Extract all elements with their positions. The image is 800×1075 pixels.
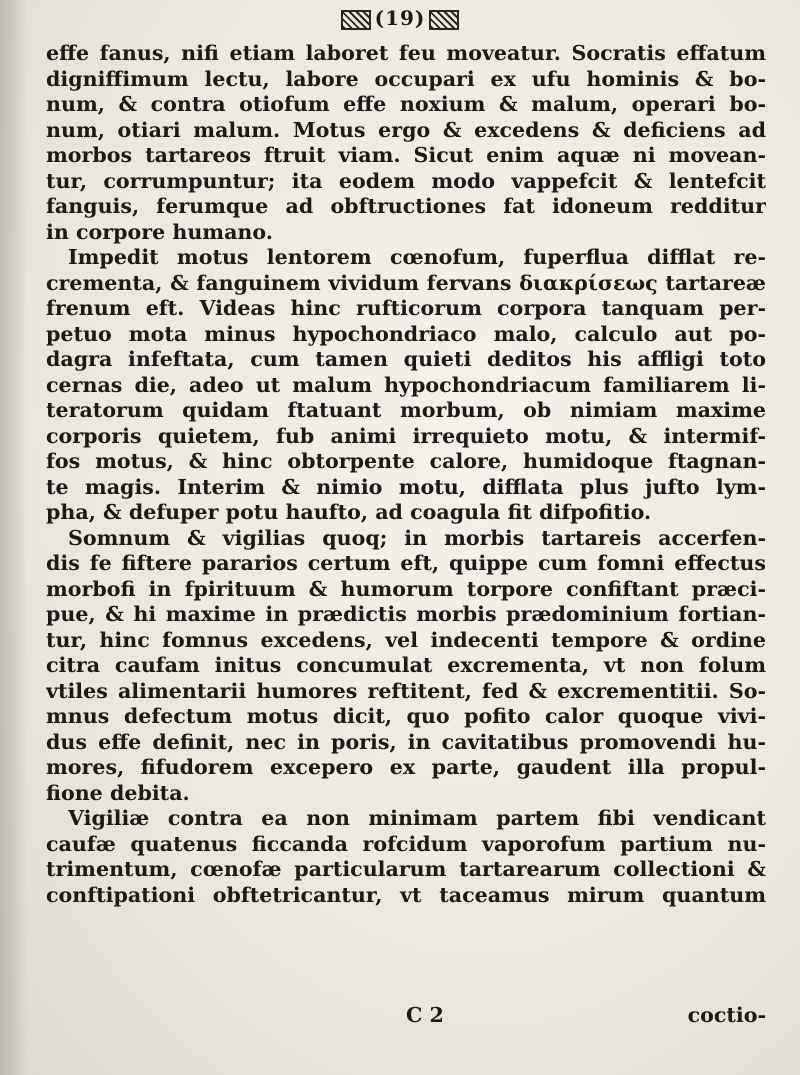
page-footer [46,1003,766,1029]
text-line: crementa, & fanguinem vividum fervans διακρίσεως tartareæ [46,270,766,295]
text-line: vtiles alimentarii humores reftitent, fed & excrementitii. So- [46,678,766,703]
body-text [46,41,766,908]
text-line: fione debita. [46,780,190,805]
binding-shadow [0,0,28,1075]
ornament-left-icon [341,10,371,30]
text-line: mores, fifudorem excepero ex parte, gaudent illa propul- [46,755,766,779]
text-line: dus effe definit, nec in poris, in cavitatibus promovendi hu- [46,729,766,754]
text-line: in corpore humano. [46,219,273,244]
text-line: pha, & defuper potu haufto, ad coagula fit difpofitio. [46,500,652,524]
text-line: Vigiliæ contra ea non minimam partem fibi vendicant [68,806,766,830]
text-line: dis fe fiftere pararios certum eft, quippe cum fomni effectus [46,551,766,575]
text-line: frenum eft. Videas hinc rufticorum corpora tanquam per- [46,296,766,320]
text-line: cernas die, adeo ut malum hypochondriacum familiarem li- [46,372,766,397]
text-line: Somnum & vigilias quoq; in morbis tartareis accerfen- [68,525,766,550]
text-line: fanguis, ferumque ad obftructiones fat idoneum redditur [46,194,766,218]
page-header [0,6,800,30]
text-line: te magis. Interim & nimio motu, difflata plus jufto lym- [46,474,766,499]
text-line: petuo mota minus hypochondriaco malo, calculo aut po- [46,321,766,346]
text-line: citra caufam initus concumulat excrementa, vt non folum [46,653,766,677]
text-line: num, & contra otiofum effe noxium & malum, operari bo- [46,92,766,116]
text-line: Impedit motus lentorem cœnofum, fuperflua difflat re- [68,245,766,269]
catchword: coctio- [687,1003,766,1027]
signature-mark: C 2 [406,1003,444,1027]
text-line: fos motus, & hinc obtorpente calore, humidoque ftagnan- [46,449,766,473]
text-line: morbos tartareos ftruit viam. Sicut enim aquæ ni movean- [46,143,766,167]
text-line: corporis quietem, fub animi irrequieto motu, & intermif- [46,423,766,448]
text-line: teratorum quidam ftatuant morbum, ob nimiam maxime [46,398,766,422]
text-line: conftipationi obftetricantur, vt taceamus mirum quantum [46,882,766,907]
text-line: mnus defectum motus dicit, quo pofito calor quoque vivi- [46,704,766,728]
ornament-right-icon [429,10,459,30]
text-line: trimentum, cœnofæ particularum tartarearum collectioni & [46,857,766,881]
text-line: digniffimum lectu, labore occupari ex ufu hominis & bo- [46,66,766,91]
text-line: caufæ quatenus ficcanda rofcidum vaporofum partium nu- [46,831,766,856]
text-line: tur, corrumpuntur; ita eodem modo vappefcit & lentefcit [46,168,766,193]
text-line: num, otiari malum. Motus ergo & excedens & deficiens ad [46,117,766,142]
text-line: tur, hinc fomnus excedens, vel indecenti tempore & ordine [46,627,766,652]
page-number: (19) [374,6,426,30]
text-line: dagra infeftata, cum tamen quieti deditos his affligi toto [46,347,766,371]
text-line: effe fanus, nifi etiam laboret feu moveatur. Socratis effatum [46,41,766,65]
text-line: morbofi in fpirituum & humorum torpore confiftant præci- [46,576,766,601]
text-line: pue, & hi maxime in prædictis morbis prædominium fortian- [46,602,766,626]
